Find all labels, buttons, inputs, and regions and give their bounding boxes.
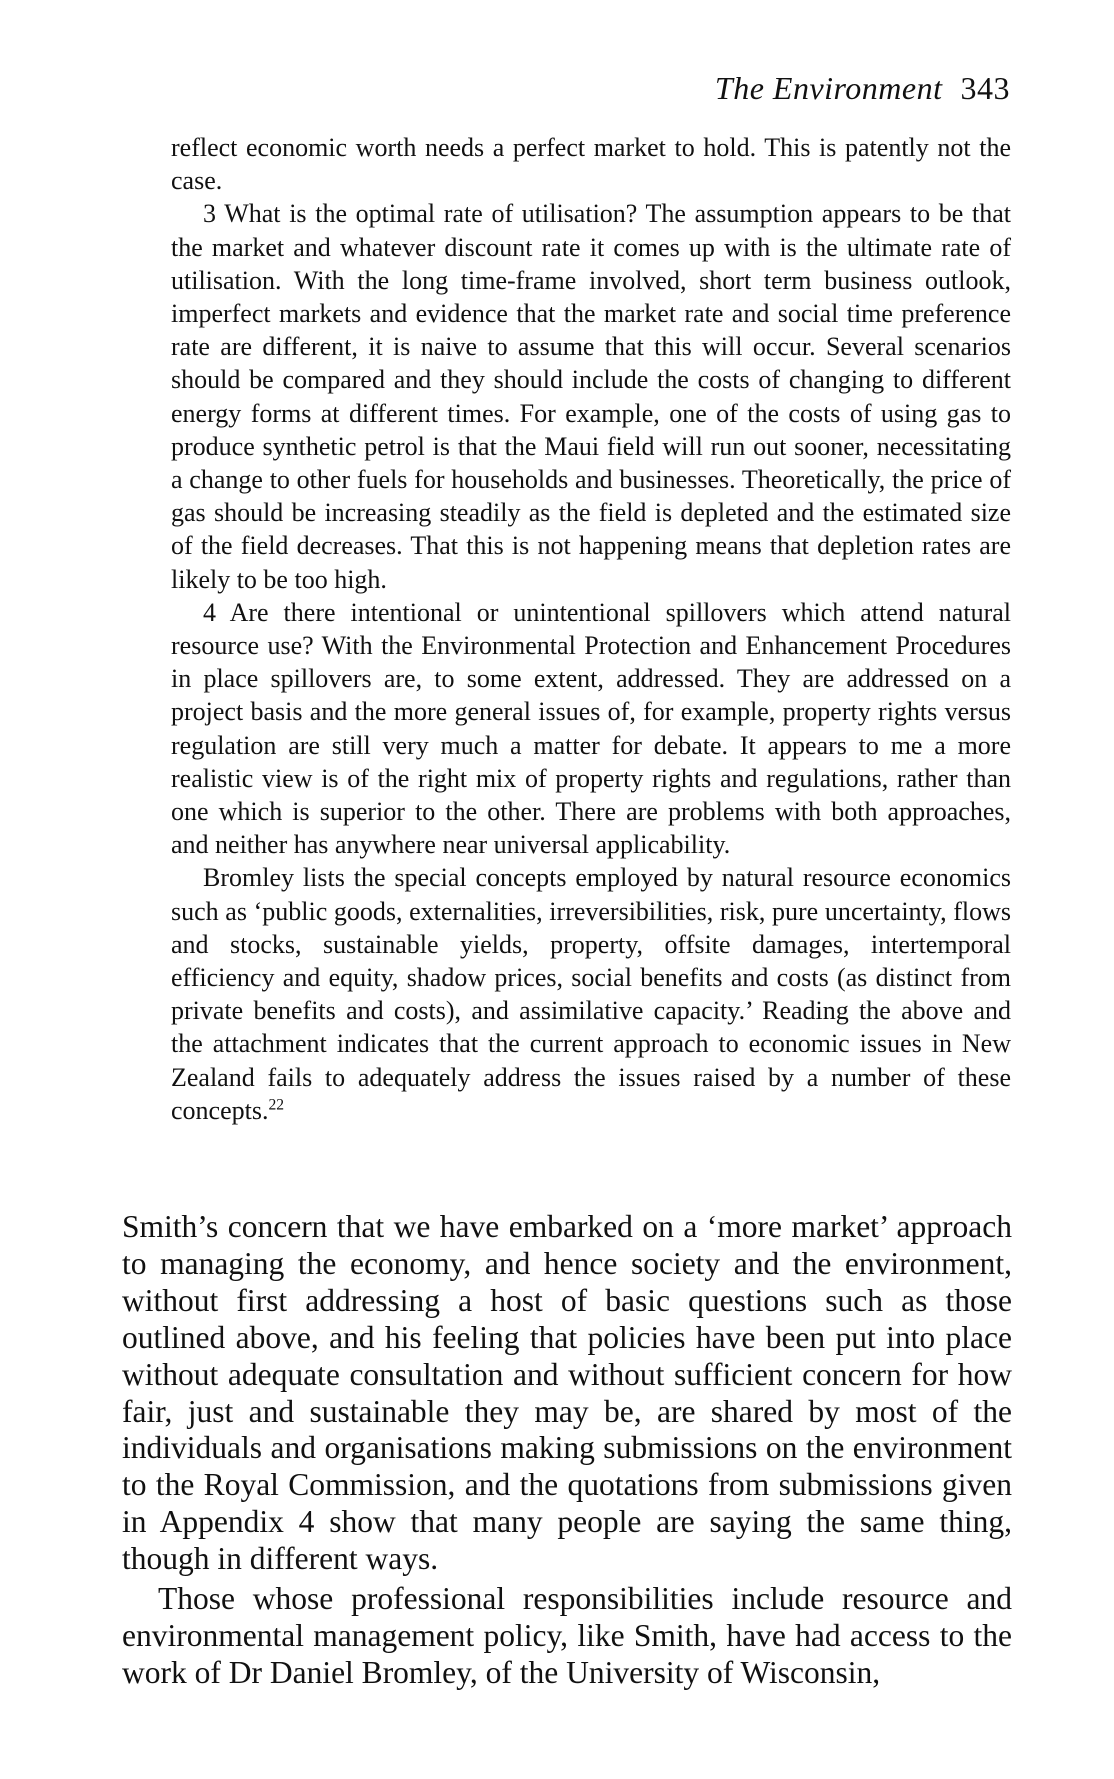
body-paragraph-2: Those whose professional responsibilities include resource and environmental management policy, like Smith, have had access to the work of Dr Daniel Bromley, of the University of Wisconsin, (122, 1581, 1012, 1690)
running-title: The Environment (714, 70, 943, 106)
block-quote (171, 131, 1011, 1127)
quote-item-3: 3 What is the optimal rate of utilisation? The assumption appears to be that the market and whatever discount rate it comes up with is the ultimate rate of utilisation. With the long time-frame involved, short term business outlook, imperfect markets and evidence that the market rate and social time preference rate are different, it is naive to assume that this will occur. Several scenarios should be compared and they should include the costs of changing to different energy forms at different times. For example, one of the costs of using gas to produce synthetic petrol is that the Maui field will run out sooner, necessitating a change to other fuels for households and businesses. Theoretically, the price of gas should be increasing steadily as the field is depleted and the estimated size of the field decreases. That this is not happening means that depletion rates are likely to be too high. (171, 199, 1011, 594)
quote-item-4: 4 Are there intentional or unintentional spillovers which attend natural resource use? With the Environmental Protection and Enhancement Procedures in place spillovers are, to some extent, addressed. They are addressed on a project basis and the more general issues of, for example, property rights versus regulation are still very much a matter for debate. It appears to me a more realistic view is of the right mix of property rights and regulations, rather than one which is superior to the other. There are problems with both approaches, and neither has anywhere near universal applicability. (171, 597, 1011, 860)
bromley-paragraph-text: Bromley lists the special concepts employed by natural resource economics such as ‘public goods, externalities, irreversibilities, risk, pure uncertainty, flows and stocks, sustainable yields, property, offsite damages, intertemporal efficiency and equity, shadow prices, social benefits and costs (as distinct from private benefits and costs), and assimilative capacity.’ Reading the above and the attachment indicates that the current approach to economic issues in New Zealand fails to adequately address the issues raised by a number of these concepts. (171, 863, 1011, 1125)
body-text (122, 1209, 1012, 1692)
body-paragraph-1: Smith’s concern that we have embarked on a ‘more market’ approach to managing the economy, and hence society and the environment, without first addressing a host of basic questions such as those outlined above, and his feeling that policies have been put into place without adequate consultation and without sufficient concern for how fair, just and sustainable they may be, are shared by most of the individuals and organisations making submissions on the environment to the Royal Commission, and the quotations from submissions given in Appendix 4 show that many people are saying the same thing, though in different ways. (122, 1209, 1012, 1577)
quote-bromley-paragraph (171, 861, 1011, 1127)
page-number: 343 (960, 70, 1010, 106)
running-head (715, 70, 1010, 107)
quote-paragraph-continued: reflect economic worth needs a perfect market to hold. This is patently not the case. (171, 133, 1011, 196)
footnote-reference: 22 (268, 1096, 285, 1114)
